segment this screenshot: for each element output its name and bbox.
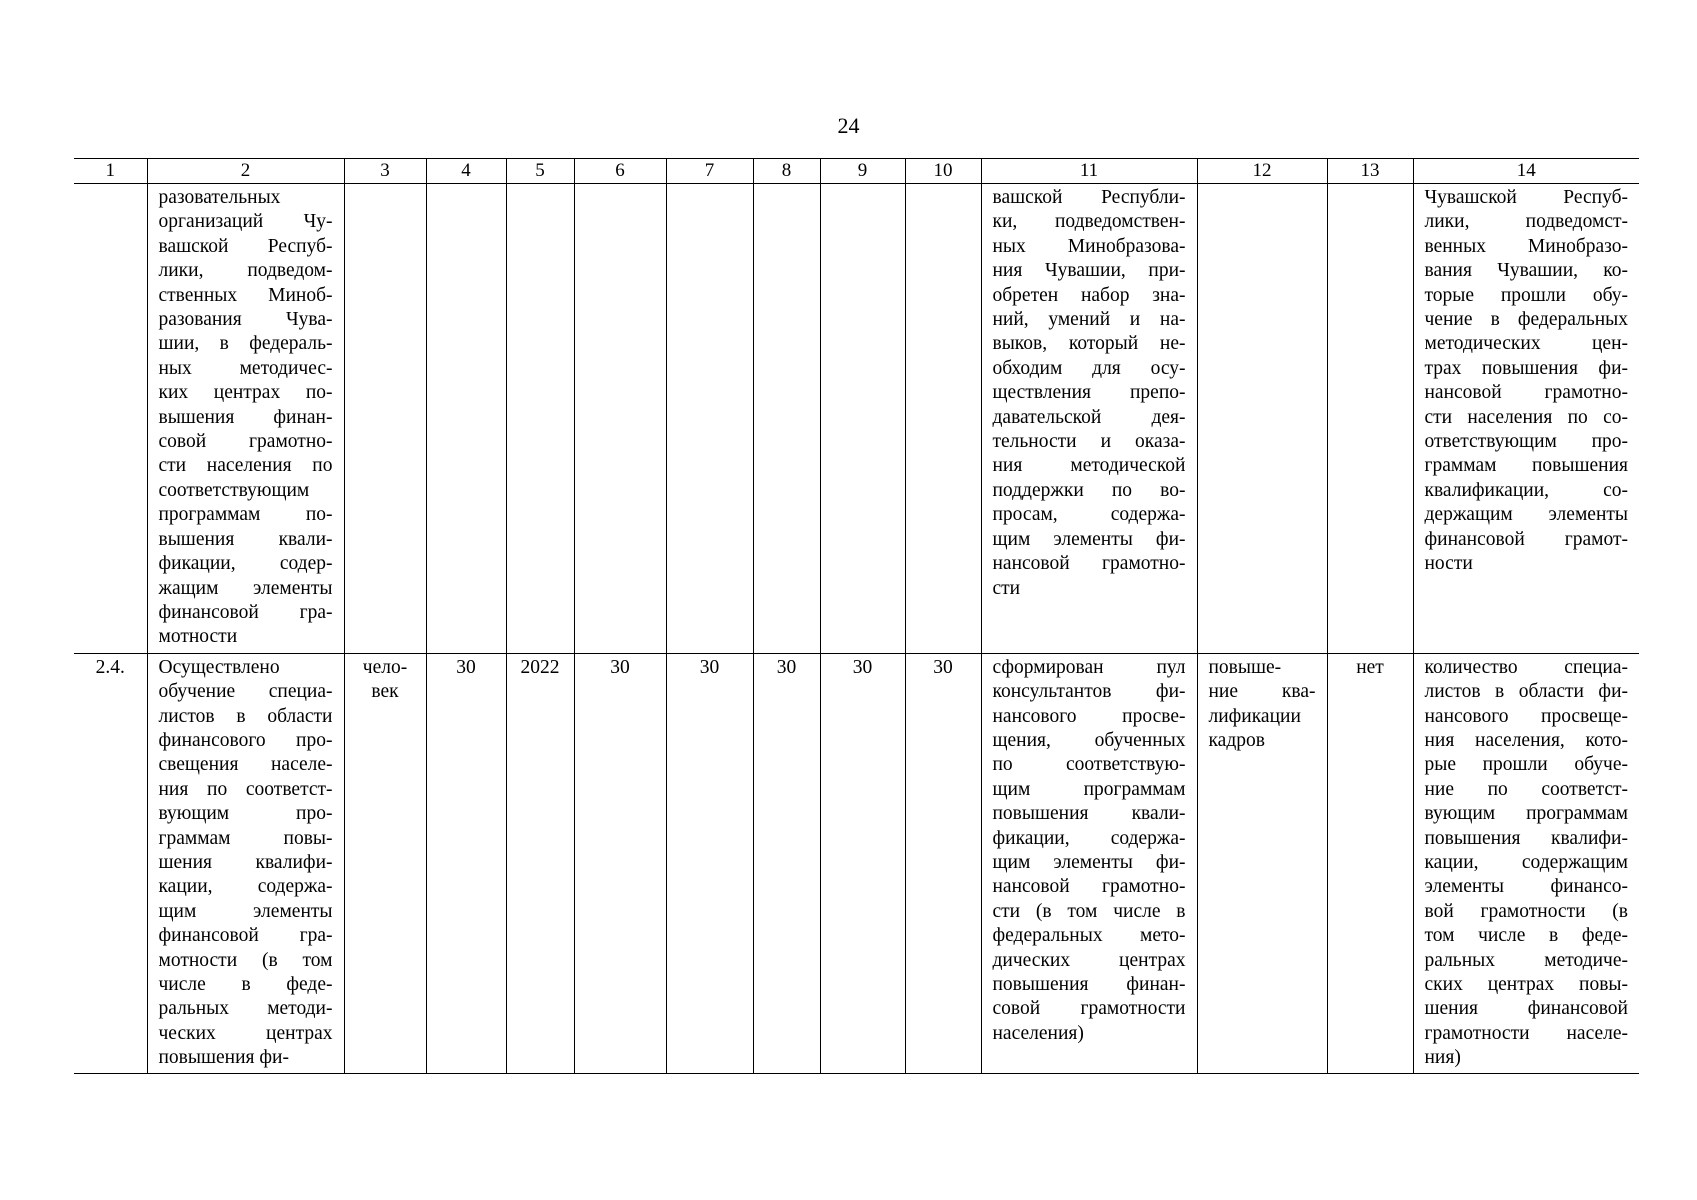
table-cell: [74, 184, 147, 654]
table-row: [74, 184, 1639, 654]
text-line: мотности: [158, 626, 238, 648]
column-header: 11: [981, 159, 1197, 184]
text-line: разования Чува-: [158, 309, 333, 331]
text-line: ских центрах повы-: [1424, 974, 1628, 995]
column-header: 2: [147, 159, 344, 184]
text-line: том числе в феде-: [1424, 925, 1628, 947]
cell-measure-text: [147, 184, 344, 654]
text-line: щим элементы фи-: [992, 851, 1186, 873]
text-line: вующим программам: [1424, 803, 1628, 825]
text-line: программам по-: [158, 504, 333, 526]
cell-value: 30: [905, 653, 981, 1073]
text-line: просам, содержа-: [992, 504, 1186, 526]
text-line: ральных методиче-: [1424, 949, 1628, 971]
text-line: сти (в том числе в: [992, 900, 1186, 922]
text-line: щим элементы фи-: [992, 528, 1186, 550]
text-line: Осуществлено: [158, 656, 280, 678]
column-header: 6: [574, 159, 666, 184]
text-line: ние ква-: [1208, 681, 1316, 703]
text-line: сформирован пул: [992, 656, 1186, 678]
text-line: кации, содержащим: [1424, 851, 1628, 873]
table-cell: [506, 184, 574, 654]
text-line: ральных методи-: [158, 998, 333, 1020]
text-line: ния): [1424, 1047, 1461, 1069]
text-line: шения финансовой: [1424, 998, 1628, 1020]
text-line: разовательных: [158, 187, 281, 208]
text-line: листов в области фи-: [1424, 681, 1628, 703]
text-line: повышения квали-: [992, 803, 1186, 825]
cell-consequence-text: [1197, 653, 1327, 1073]
text-line: шии, в федераль-: [158, 333, 333, 355]
text-line: обретен набор зна-: [992, 284, 1186, 306]
text-line: ответствующим про-: [1424, 431, 1628, 453]
text-line: Чувашской Респуб-: [1424, 187, 1628, 208]
cell-value: нет: [1327, 653, 1413, 1073]
text-line: давательской дея-: [992, 406, 1186, 428]
cell-indicator-text: [1413, 184, 1639, 654]
cell-year: 2022: [506, 653, 574, 1073]
text-line: шения квалифи-: [158, 851, 333, 873]
cell-result-text: [981, 653, 1197, 1073]
column-header: 4: [426, 159, 506, 184]
text-line: торые прошли обу-: [1424, 284, 1628, 306]
text-line: числе в феде-: [158, 974, 333, 995]
text-line: вующим про-: [158, 803, 333, 825]
text-line: фикации, содер-: [158, 553, 333, 575]
cell-value: 30: [820, 653, 905, 1073]
measures-table: [74, 158, 1639, 1074]
text-line: тельности и оказа-: [992, 431, 1186, 453]
column-header: 7: [666, 159, 753, 184]
text-line: соответствующим: [158, 479, 310, 501]
table-cell: [1197, 184, 1327, 654]
text-line: рые прошли обуче-: [1424, 754, 1628, 776]
text-line: мотности (в том: [158, 949, 333, 971]
text-line: ных Минобразова-: [992, 235, 1186, 257]
cell-indicator-text: [1413, 653, 1639, 1073]
column-header: 14: [1413, 159, 1639, 184]
text-line: лики, подведомст-: [1424, 211, 1628, 233]
text-line: финансовой гра-: [158, 925, 333, 947]
text-line: методических цен-: [1424, 333, 1628, 355]
text-line: повыше-: [1208, 656, 1282, 678]
text-line: лификации: [1208, 705, 1301, 727]
text-line: свещения населе-: [158, 754, 333, 776]
text-line: сти населения по: [158, 455, 333, 477]
text-line: щим программам: [992, 778, 1186, 800]
column-header: 1: [74, 159, 147, 184]
text-line: финансового про-: [158, 729, 333, 751]
text-line: лики, подведом-: [158, 260, 333, 282]
text-line: трах повышения фи-: [1424, 357, 1628, 379]
text-line: дических центрах: [992, 949, 1186, 971]
text-line: ных методичес-: [158, 357, 333, 379]
text-line: чение в федеральных: [1424, 309, 1628, 331]
column-header: 9: [820, 159, 905, 184]
table-cell: [426, 184, 506, 654]
table-cell: [1327, 184, 1413, 654]
column-header: 8: [753, 159, 820, 184]
column-header: 3: [344, 159, 426, 184]
text-line: финансовой грамот-: [1424, 528, 1628, 550]
text-line: ческих центрах: [158, 1022, 333, 1044]
text-line: век: [371, 681, 399, 703]
column-header: 5: [506, 159, 574, 184]
text-line: вания Чувашии, ко-: [1424, 260, 1628, 282]
table-cell: [666, 184, 753, 654]
text-line: вышения финан-: [158, 406, 333, 428]
cell-measure-text: [147, 653, 344, 1073]
text-line: по соответствую-: [992, 754, 1186, 776]
text-line: ния по соответст-: [158, 778, 333, 800]
table-cell: [820, 184, 905, 654]
text-line: грамотности населе-: [1424, 1022, 1628, 1044]
text-line: сти: [992, 577, 1021, 599]
text-line: повышения фи-: [158, 1047, 289, 1069]
table-cell: [905, 184, 981, 654]
text-line: держащим элементы: [1424, 504, 1628, 526]
text-line: вышения квали-: [158, 528, 333, 550]
table-cell: [753, 184, 820, 654]
text-line: населения): [992, 1022, 1084, 1044]
table-row: [74, 653, 1639, 1073]
text-line: выков, который не-: [992, 333, 1186, 355]
text-line: нансовой грамотно-: [1424, 382, 1628, 404]
text-line: венных Минобразо-: [1424, 235, 1628, 257]
column-header: 13: [1327, 159, 1413, 184]
text-line: консультантов фи-: [992, 681, 1186, 703]
text-line: ния населения, кото-: [1424, 729, 1628, 751]
cell-row-number: 2.4.: [74, 653, 147, 1073]
text-line: ности: [1424, 553, 1473, 575]
text-line: повышения финан-: [992, 974, 1186, 995]
cell-value: 30: [666, 653, 753, 1073]
text-line: кации, содержа-: [158, 876, 333, 898]
text-line: организаций Чу-: [158, 211, 333, 233]
cell-unit: [344, 653, 426, 1073]
text-line: обходим для осу-: [992, 357, 1186, 379]
cell-value: 30: [574, 653, 666, 1073]
page-number: 24: [837, 113, 860, 138]
text-line: федеральных мето-: [992, 925, 1186, 947]
text-line: чело-: [362, 656, 408, 678]
text-line: повышения квалифи-: [1424, 827, 1628, 849]
text-line: жащим элементы: [158, 577, 333, 599]
text-line: нансового просве-: [992, 705, 1186, 727]
text-line: граммам повышения: [1424, 455, 1628, 477]
text-line: обучение специа-: [158, 681, 333, 703]
text-line: количество специа-: [1424, 656, 1628, 678]
text-line: ки, подведомствен-: [992, 211, 1186, 233]
column-header: 12: [1197, 159, 1327, 184]
text-line: кадров: [1208, 729, 1265, 751]
text-line: граммам повы-: [158, 827, 333, 849]
text-line: совой грамотности: [992, 998, 1186, 1020]
text-line: фикации, содержа-: [992, 827, 1186, 849]
text-line: элементы финансо-: [1424, 876, 1628, 898]
text-line: ние по соответст-: [1424, 778, 1628, 800]
text-line: ственных Миноб-: [158, 284, 333, 306]
text-line: сти населения по со-: [1424, 406, 1628, 428]
cell-value: 30: [753, 653, 820, 1073]
text-line: нансового просвеще-: [1424, 705, 1628, 727]
text-line: нансовой грамотно-: [992, 553, 1186, 575]
text-line: вашской Респуб-: [158, 235, 333, 257]
text-line: совой грамотно-: [158, 431, 333, 453]
text-line: щения, обученных: [992, 729, 1186, 751]
cell-result-text: [981, 184, 1197, 654]
text-line: вой грамотности (в: [1424, 900, 1628, 922]
column-number-row: [74, 159, 1639, 184]
text-line: квалификации, со-: [1424, 479, 1628, 501]
text-line: поддержки по во-: [992, 479, 1186, 501]
cell-value: 30: [426, 653, 506, 1073]
table-cell: [344, 184, 426, 654]
text-line: нансовой грамотно-: [992, 876, 1186, 898]
text-line: финансовой гра-: [158, 601, 333, 623]
column-header: 10: [905, 159, 981, 184]
text-line: листов в области: [158, 705, 333, 727]
text-line: щим элементы: [158, 900, 333, 922]
text-line: вашской Республи-: [992, 187, 1186, 208]
text-line: ния методической: [992, 455, 1186, 477]
text-line: ния Чувашии, при-: [992, 260, 1186, 282]
table-cell: [574, 184, 666, 654]
text-line: ний, умений и на-: [992, 309, 1186, 331]
text-line: ких центрах по-: [158, 382, 333, 404]
text-line: ществления препо-: [992, 382, 1186, 404]
